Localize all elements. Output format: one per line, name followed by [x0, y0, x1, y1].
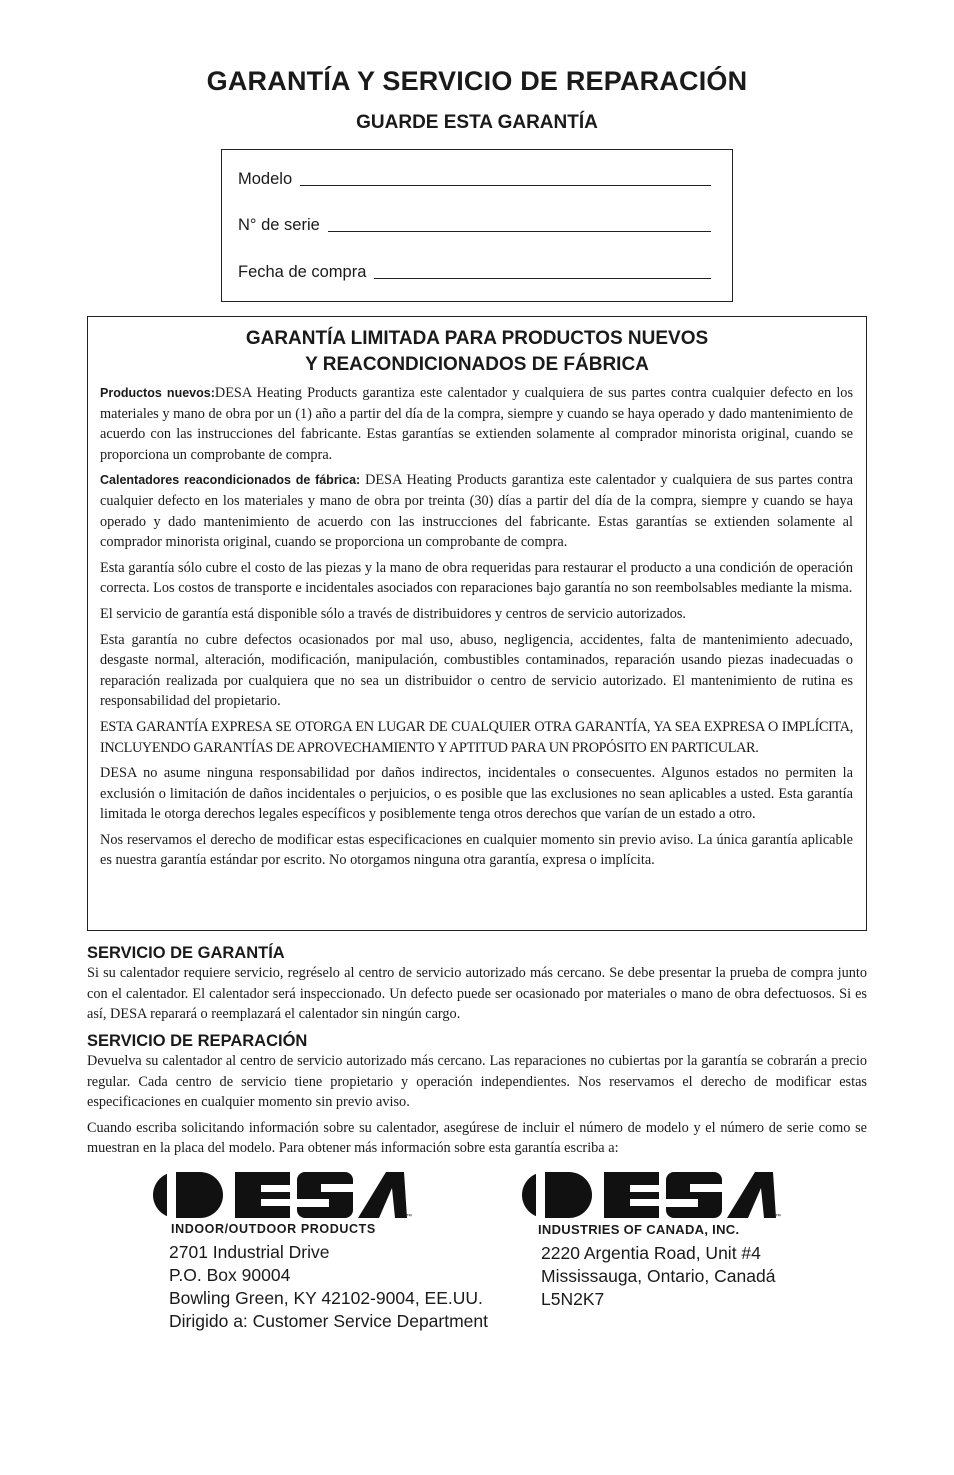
address-line: P.O. Box 90004	[169, 1265, 291, 1285]
warranty-service-heading: SERVICIO DE GARANTÍA	[87, 944, 285, 962]
desa-logo-word: DESA	[153, 1170, 156, 1171]
reconditioned-text: DESA Heating Products garantiza este calentador y cualquiera de sus partes contra cualquier defecto en los materiales y mano de obra por treinta (30) días a partir del día de la compra, siempre y cuando se haya operado y dado mantenimiento de acuerdo con las instrucciones del fabricante. Estas garantías se extienden solamente al comprador minorista original, cuando se proporciona un comprobante de compra.	[100, 472, 854, 551]
new-products-text: DESA Heating Products garantiza este calentador y cualquiera de sus partes contra cualquier defecto en los materiales y mano de obra por un (1) año a partir del día de la compra, siempre y cuando se haya operado y dado mantenimiento de acuerdo con las instrucciones del fabricante. Estas garantías se extienden solamente al comprador minorista original, cuando se proporciona un comprobante de compra.	[100, 385, 854, 463]
desa-logo	[522, 1170, 788, 1222]
desa-logo-word: DESA	[522, 1170, 525, 1171]
limited-warranty-title-line1: GARANTÍA LIMITADA PARA PRODUCTOS NUEVOS	[245, 328, 709, 349]
exclusions-paragraph: Esta garantía no cubre defectos ocasionados por mal uso, abuso, negligencia, accidentes, falta de mantenimiento adecuado, desgaste normal, alteración, modificación, manipulación, combustibles contaminados, reparación usando piezas inadecuadas o reparación realizada por cualquiera que no sea un distribuidor o centro de servicio autorizado. El mantenimiento de rutina es responsabilidad del propietario.	[100, 631, 853, 710]
new-products-lead: Productos nuevos:	[100, 386, 215, 400]
availability-paragraph: El servicio de garantía está disponible sólo a través de distribuidores y centros de servicio autorizados.	[100, 605, 686, 622]
page-subtitle: GUARDE ESTA GARANTÍA	[356, 112, 598, 133]
address-line: 2220 Argentia Road, Unit #4	[541, 1243, 761, 1263]
repair-service-text-2: Cuando escriba solicitando información sobre su calentador, asegúrese de incluir el número de modelo y el número de serie como se muestran en la placa del modelo. Para obtener más información sobre esta garantía escriba a:	[87, 1119, 867, 1157]
serial-field[interactable]	[238, 216, 711, 235]
repair-service-heading: SERVICIO DE REPARACIÓN	[87, 1032, 308, 1050]
express-warranty-paragraph: ESTA GARANTÍA EXPRESA SE OTORGA EN LUGAR DE CUALQUIER OTRA GARANTÍA, YA SEA EXPRESA O IMPLÍCITA, INCLUYENDO GARANTÍAS DE APROVECHAMIENTO Y APTITUD PARA UN PROPÓSITO EN PARTICULAR.	[100, 718, 853, 756]
warranty-service-section	[87, 943, 867, 1030]
svg-text:™: ™	[406, 1214, 412, 1220]
page-title: GARANTÍA Y SERVICIO DE REPARACIÓN	[206, 66, 748, 96]
liability-paragraph: DESA no asume ninguna responsabilidad por daños indirectos, incidentales o consecuentes. Algunos estados no permiten la exclusión o limitación de daños incidentales o perjuicios, o es posible que las exclusiones no sean aplicables a usted. Esta garantía limitada le otorga derechos legales específicos y posiblemente tenga otros derechos que varían de un estado a otro.	[100, 765, 853, 823]
repair-service-section	[87, 1031, 867, 1164]
desa-logo	[153, 1170, 419, 1222]
desa-us-address	[169, 1241, 488, 1333]
reconditioned-lead: Calentadores reacondicionados de fábrica:	[100, 473, 361, 488]
purchase-record-box	[221, 149, 733, 302]
serial-label: N° de serie	[238, 216, 320, 234]
desa-canada-address	[541, 1242, 788, 1311]
desa-canada-contact	[522, 1170, 788, 1311]
purchase-date-field[interactable]	[238, 263, 711, 282]
limited-warranty-title	[88, 326, 866, 378]
model-label: Modelo	[238, 170, 293, 188]
reserve-paragraph: Nos reservamos el derecho de modificar estas especificaciones en cualquier momento sin previo aviso. La única garantía aplicable es nuestra garantía estándar por escrito. No otorgamos ninguna otra garantía, expresa o implícita.	[100, 831, 853, 869]
purchase-date-line	[374, 278, 711, 279]
warranty-service-text: Si su calentador requiere servicio, regréselo al centro de servicio autorizado más cercano. Se debe presentar la prueba de compra junto con el calentador. El calentador será inspeccionado. Un defecto puede ser ocasionado por materiales o mano de obra defectuosos. Si es así, DESA reparará o reemplazará el calentador sin ningún cargo.	[87, 965, 867, 1023]
coverage-paragraph: Esta garantía sólo cubre el costo de las piezas y la mano de obra requeridas para restaurar el producto a una condición de operación correcta. Los costos de transporte e incidentales asociados con reparaciones bajo garantía no son reembolsables mediante la misma.	[100, 559, 853, 597]
model-line	[300, 185, 711, 186]
desa-canada-tagline: INDUSTRIES OF CANADA, INC.	[538, 1222, 740, 1237]
purchase-date-label: Fecha de compra	[238, 263, 367, 281]
limited-warranty-body	[100, 383, 853, 876]
address-line: 2701 Industrial Drive	[169, 1242, 330, 1262]
new-products-paragraph	[100, 383, 853, 465]
serial-line	[328, 231, 711, 232]
address-line: Bowling Green, KY 42102-9004, EE.UU.	[169, 1288, 483, 1308]
limited-warranty-box	[87, 316, 867, 931]
repair-service-text-1: Devuelva su calentador al centro de servicio autorizado más cercano. Las reparaciones no cubiertas por la garantía se cobrarán a precio regular. Cada centro de servicio tiene propietario y operación independientes. Nos reservamos el derecho de modificar estas especificaciones en cualquier momento sin previo aviso.	[87, 1053, 867, 1111]
model-field[interactable]	[238, 170, 711, 189]
desa-us-tagline: INDOOR/OUTDOOR PRODUCTS	[171, 1222, 376, 1236]
address-line: L5N2K7	[541, 1289, 605, 1309]
desa-us-contact	[153, 1170, 488, 1333]
svg-text:™: ™	[775, 1214, 781, 1220]
limited-warranty-title-line2: Y REACONDICIONADOS DE FÁBRICA	[305, 354, 649, 375]
address-line: Dirigido a: Customer Service Department	[169, 1311, 489, 1331]
address-line: Mississauga, Ontario, Canadá	[541, 1266, 776, 1286]
reconditioned-paragraph	[100, 470, 853, 552]
